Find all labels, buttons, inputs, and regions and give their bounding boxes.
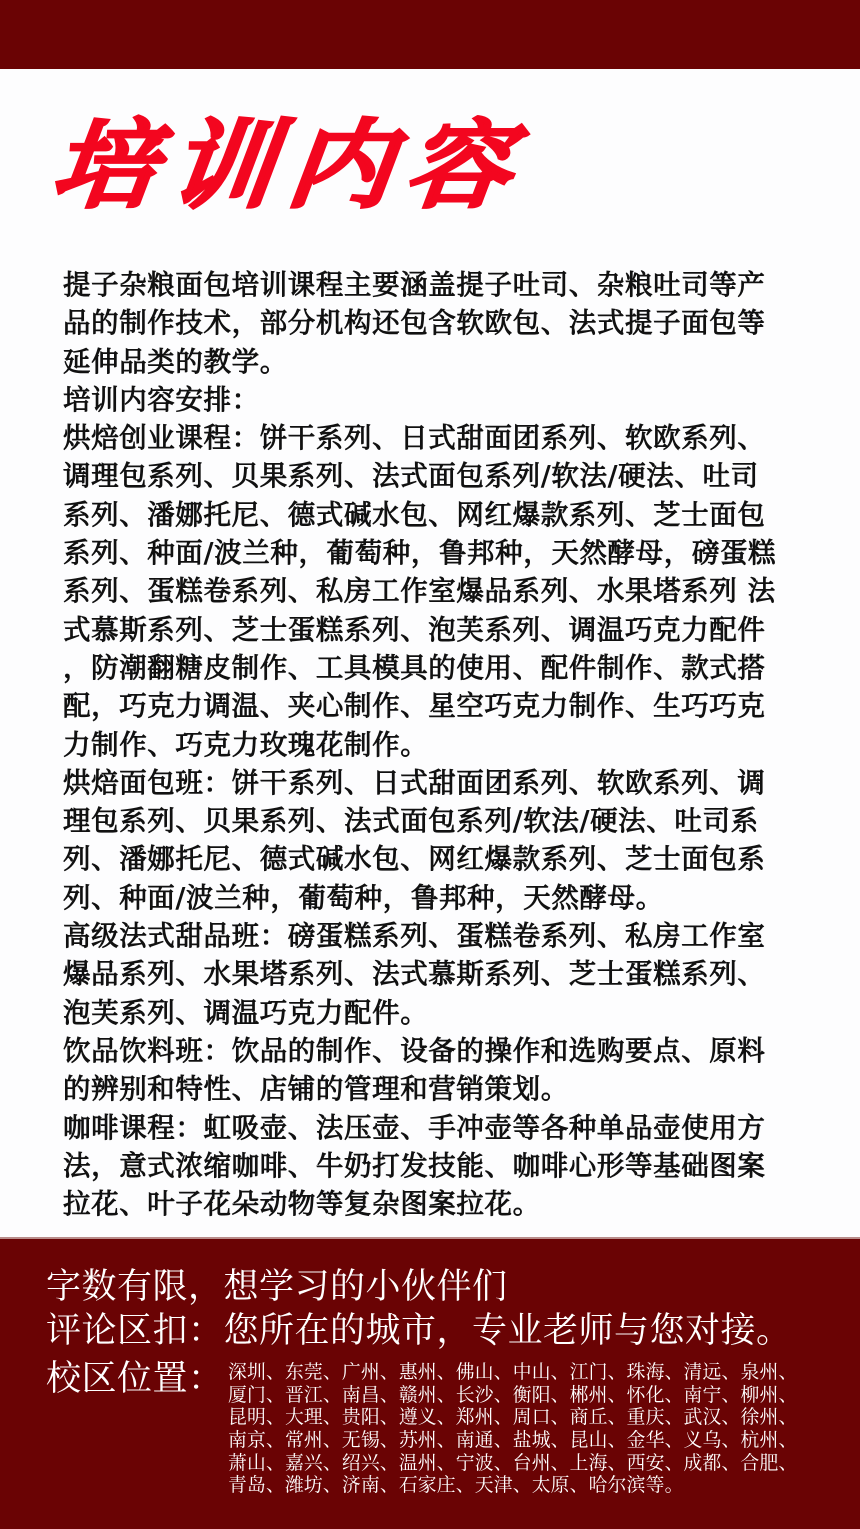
content-line-intro-1: 提子杂粮面包培训课程主要涵盖提子吐司、杂粮吐司等产 — [63, 269, 766, 301]
content-line-startup-course-6: 式慕斯系列、芝士蛋糕系列、泡芙系列、调温巧克力配件 — [63, 613, 766, 646]
content-line-startup-course-7: ，防潮翻糖皮制作、工具模具的使用、配件制作、款式搭 — [63, 651, 766, 684]
campus-city-line: 青岛、潍坊、济南、石家庄、天津、太原、哈尔滨等。 — [228, 1475, 684, 1497]
page-title: 培训内容 — [46, 109, 531, 222]
campus-city-line: 萧山、嘉兴、绍兴、温州、宁波、台州、上海、西安、成都、合肥、 — [228, 1452, 798, 1474]
content-line-coffee-course-2: 法，意式浓缩咖啡、牛奶打发技能、咖啡心形等基础图案 — [63, 1149, 766, 1182]
content-line-drinks-class-2: 的辨别和特性、店铺的管理和营销策划。 — [63, 1073, 569, 1106]
footer-contact-panel — [0, 1237, 860, 1529]
top-banner-bar — [0, 0, 860, 69]
content-line-startup-course-9: 力制作、巧克力玫瑰花制作。 — [63, 728, 429, 761]
content-line-dessert-class-1: 高级法式甜品班：磅蛋糕系列、蛋糕卷系列、私房工作室 — [63, 920, 766, 953]
content-line-startup-course-5: 系列、蛋糕卷系列、私房工作室爆品系列、水果塔系列 法 — [63, 575, 776, 608]
content-line-startup-course-4: 系列、种面/波兰种，葡萄种，鲁邦种，天然酵母，磅蛋糕 — [63, 537, 777, 570]
content-line-drinks-class-1: 饮品饮料班：饮品的制作、设备的操作和选购要点、原料 — [63, 1034, 766, 1067]
content-line-startup-course-8: 配，巧克力调温、夹心制作、星空巧克力制作、生巧巧克 — [63, 690, 766, 723]
content-line-coffee-course-1: 咖啡课程：虹吸壶、法压壶、手冲壶等各种单品壶使用方 — [63, 1111, 766, 1144]
content-line-bread-class-2: 理包系列、贝果系列、法式面包系列/软法/硬法、吐司系 — [63, 805, 759, 838]
content-line-intro-2: 品的制作技术，部分机构还包含软欧包、法式提子面包等 — [63, 307, 766, 340]
content-line-coffee-course-3: 拉花、叶子花朵动物等复杂图案拉花。 — [63, 1188, 541, 1221]
campus-city-line: 深圳、东莞、广州、惠州、佛山、中山、江门、珠海、清远、泉州、 — [228, 1362, 798, 1383]
campus-city-line: 南京、常州、无锡、苏州、南通、盐城、昆山、金华、义乌、杭州、 — [228, 1430, 798, 1452]
content-line-intro-3: 延伸品类的教学。 — [63, 345, 288, 378]
campus-city-list — [228, 1362, 848, 1498]
campus-city-line: 厦门、晋江、南昌、赣州、长沙、衡阳、郴州、怀化、南宁、柳州、 — [228, 1384, 798, 1406]
footer-comment-prompt: 评论区扣：您所在的城市，专业老师与您对接。 — [46, 1311, 792, 1351]
content-line-schedule-heading: 培训内容安排： — [63, 383, 260, 416]
content-line-startup-course-3: 系列、潘娜托尼、德式碱水包、网红爆款系列、芝士面包 — [63, 498, 766, 531]
content-line-bread-class-1: 烘焙面包班：饼干系列、日式甜面团系列、软欧系列、调 — [63, 766, 766, 799]
content-line-bread-class-3: 列、潘娜托尼、德式碱水包、网红爆款系列、芝士面包系 — [63, 843, 766, 876]
content-line-bread-class-4: 列、种面/波兰种，葡萄种，鲁邦种，天然酵母。 — [63, 881, 664, 914]
campus-location-label: 校区位置： — [46, 1359, 224, 1399]
training-content-body — [63, 266, 823, 1223]
content-line-startup-course-2: 调理包系列、贝果系列、法式面包系列/软法/硬法、吐司 — [63, 460, 759, 493]
content-line-dessert-class-2: 爆品系列、水果塔系列、法式慕斯系列、芝士蛋糕系列、 — [63, 958, 766, 991]
campus-city-line: 昆明、大理、贵阳、遵义、郑州、周口、商丘、重庆、武汉、徐州、 — [228, 1407, 798, 1429]
content-line-startup-course-1: 烘焙创业课程：饼干系列、日式甜面团系列、软欧系列、 — [63, 422, 766, 455]
footer-invite-text: 字数有限，想学习的小伙伴们 — [46, 1267, 508, 1307]
content-line-dessert-class-3: 泡芙系列、调温巧克力配件。 — [63, 996, 429, 1029]
